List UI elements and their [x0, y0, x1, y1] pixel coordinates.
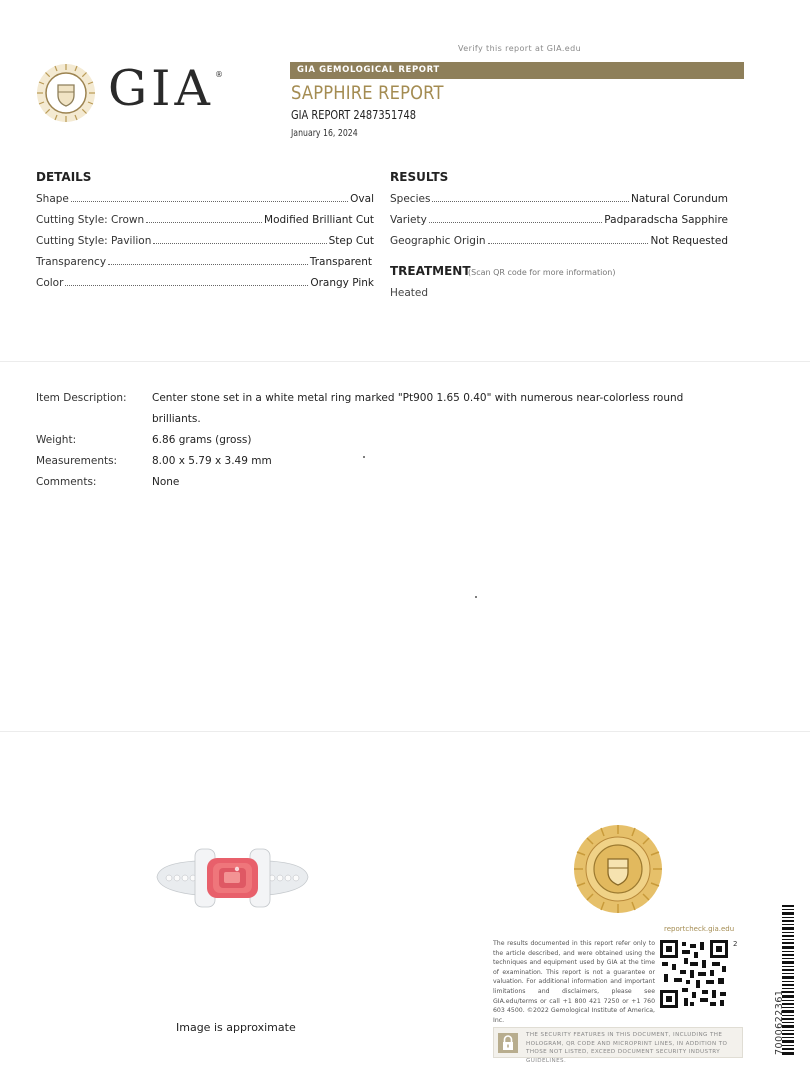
dot-leader [488, 243, 649, 244]
detail-value: Step Cut [328, 235, 374, 247]
scan-speck [363, 456, 365, 458]
report-banner: GIA GEMOLOGICAL REPORT [290, 62, 744, 79]
detail-value: Orangy Pink [310, 277, 374, 289]
results-row-origin [390, 235, 728, 247]
barcode-number: 7000622361 [774, 989, 785, 1055]
results-heading: RESULTS [390, 170, 449, 184]
detail-value: Oval [350, 193, 374, 205]
ring-image [155, 845, 310, 911]
result-label: Species [390, 193, 431, 205]
gia-seal-logo [36, 63, 96, 123]
dot-leader [71, 201, 348, 202]
report-title: SAPPHIRE REPORT [291, 82, 444, 104]
result-value: Not Requested [650, 235, 728, 247]
detail-label: Transparency [36, 256, 107, 268]
item-description-value-cont: brilliants. [152, 413, 201, 425]
scan-speck [475, 596, 477, 598]
report-date: January 16, 2024 [291, 128, 358, 139]
reportcheck-link[interactable]: reportcheck.gia.edu [664, 925, 735, 933]
treatment-note: (Scan QR code for more information) [468, 268, 616, 277]
measurements-label: Measurements: [36, 455, 118, 467]
results-row-variety [390, 214, 728, 226]
treatment-value: Heated [390, 287, 429, 299]
dot-leader [432, 201, 629, 202]
divider [0, 731, 810, 732]
detail-label: Cutting Style: Pavilion [36, 235, 152, 247]
measurements-value: 8.00 x 5.79 x 3.49 mm [152, 455, 272, 467]
item-description-label: Item Description: [36, 392, 127, 404]
dot-leader [153, 243, 326, 244]
lock-icon [498, 1033, 518, 1053]
details-heading: DETAILS [36, 170, 92, 184]
details-row-shape [36, 193, 374, 205]
gold-seal-hologram [573, 824, 663, 914]
item-description-value: Center stone set in a white metal ring marked "Pt900 1.65 0.40" with numerous near-colorless round [152, 392, 684, 404]
result-value: Padparadscha Sapphire [604, 214, 728, 226]
image-caption: Image is approximate [176, 1021, 296, 1034]
comments-label: Comments: [36, 476, 97, 488]
detail-label: Cutting Style: Crown [36, 214, 145, 226]
registered-mark: ® [215, 70, 223, 79]
detail-label: Color [36, 277, 64, 289]
dot-leader [108, 264, 308, 265]
result-value: Natural Corundum [631, 193, 728, 205]
gia-logo-text: GIA [108, 60, 214, 117]
weight-value: 6.86 grams (gross) [152, 434, 252, 446]
detail-value: Transparent [309, 256, 372, 268]
comments-value: None [152, 476, 180, 488]
dot-leader [146, 222, 262, 223]
security-text: THE SECURITY FEATURES IN THIS DOCUMENT, INCLUDING THE HOLOGRAM, QR CODE AND MICROPRINT LINES, IN ADDITION TO THOSE NOT LISTED, EXCEED DOCUMENT SECURITY INDUSTRY GUIDELINES. [526, 1032, 728, 1064]
divider [0, 361, 810, 362]
result-label: Variety [390, 214, 427, 226]
detail-label: Shape [36, 193, 69, 205]
weight-label: Weight: [36, 434, 77, 446]
treatment-heading: TREATMENT [390, 264, 471, 278]
disclaimer-text: The results documented in this report refer only to the article described, and were obtained using the techniques and equipment used by GIA at the time of examination. This report is not a guarantee or valuation. For additional information and important limitations and disclaimers, please see GIA.edu/terms or call +1 800 421 7250 or +1 760 603 4500. ©2022 Gemological Institute of America, Inc. [493, 940, 655, 1024]
results-row-species [390, 193, 728, 205]
qr-code[interactable] [660, 940, 728, 1008]
result-label: Geographic Origin [390, 235, 486, 247]
verify-link[interactable]: Verify this report at GIA.edu [458, 44, 582, 53]
details-row-crown [36, 214, 374, 226]
details-row-color [36, 277, 374, 289]
report-number: GIA REPORT 2487351748 [291, 108, 416, 122]
details-row-transparency [36, 256, 372, 268]
detail-value: Modified Brilliant Cut [264, 214, 374, 226]
dot-leader [429, 222, 602, 223]
dot-leader [65, 285, 308, 286]
details-row-pavilion [36, 235, 374, 247]
qr-label: 2 [733, 940, 738, 948]
